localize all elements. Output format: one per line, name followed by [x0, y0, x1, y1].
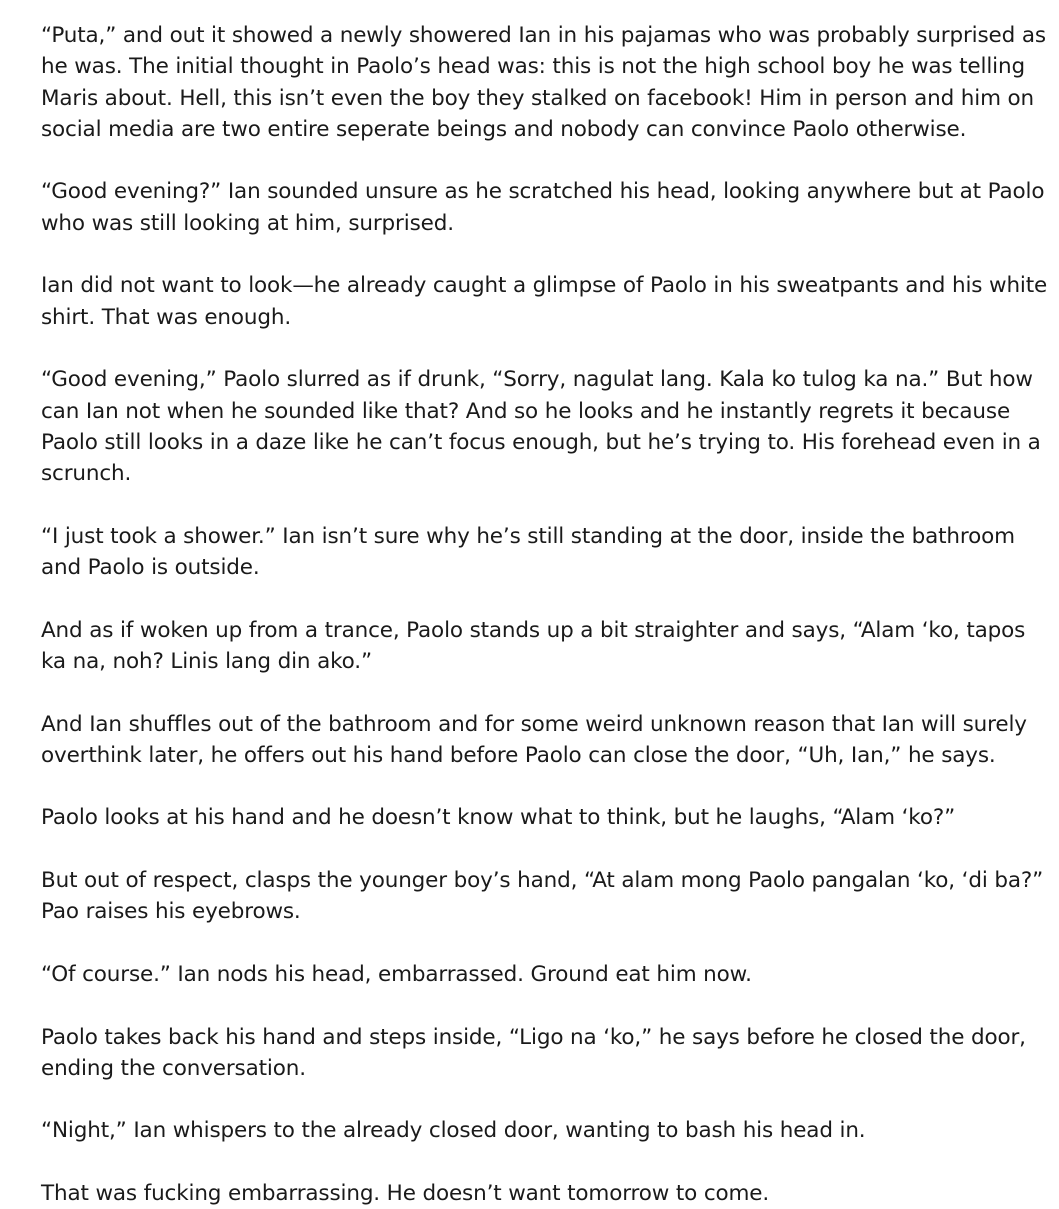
paragraph-9: But out of respect, clasps the younger boy’s hand, “At alam mong Paolo pangalan ‘ko, ‘di ba?” Pao raises his eyebrows. [41, 868, 1044, 925]
paragraph-10: “Of course.” Ian nods his head, embarrassed. Ground eat him now. [41, 961, 752, 987]
paragraph-8: Paolo looks at his hand and he doesn’t know what to think, but he laughs, “Alam ‘ko?” [41, 805, 956, 831]
paragraph-1: “Puta,” and out it showed a newly showered Ian in his pajamas who was probably surprised as he was. The initial thought in Paolo’s head was: this is not the high school boy he was telling Maris about. Hell, this isn’t even the boy they stalked on facebook! Him in person and him on social media are two entire seperate beings and nobody can convince Paolo otherwise. [41, 23, 1046, 142]
paragraph-2: “Good evening?” Ian sounded unsure as he scratched his head, looking anywhere but at Paolo who was still looking at him, surprised. [41, 179, 1045, 236]
paragraph-12: “Night,” Ian whispers to the already closed door, wanting to bash his head in. [41, 1118, 866, 1144]
paragraph-3: Ian did not want to look—he already caught a glimpse of Paolo in his sweatpants and his white shirt. That was enough. [41, 273, 1048, 330]
paragraph-4: “Good evening,” Paolo slurred as if drunk, “Sorry, nagulat lang. Kala ko tulog ka na.” But how can Ian not when he sounded like that? And so he looks and he instantly regrets it because Paolo still looks in a daze like he can’t focus enough, but he’s trying to. His forehead even in a scrunch. [41, 367, 1041, 487]
paragraph-11: Paolo takes back his hand and steps inside, “Ligo na ‘ko,” he says before he closed the door, ending the conversation. [41, 1024, 1026, 1081]
story-page [41, 20, 1053, 1209]
paragraph-13: That was fucking embarrassing. He doesn’t want tomorrow to come. [41, 1180, 770, 1206]
paragraph-7: And Ian shuffles out of the bathroom and for some weird unknown reason that Ian will surely overthink later, he offers out his hand before Paolo can close the door, “Uh, Ian,” he says. [41, 711, 1027, 768]
paragraph-6: And as if woken up from a trance, Paolo stands up a bit straighter and says, “Alam ‘ko, tapos ka na, noh? Linis lang din ako.” [41, 617, 1026, 674]
paragraph-5: “I just took a shower.” Ian isn’t sure why he’s still standing at the door, inside the bathroom and Paolo is outside. [41, 523, 1015, 581]
